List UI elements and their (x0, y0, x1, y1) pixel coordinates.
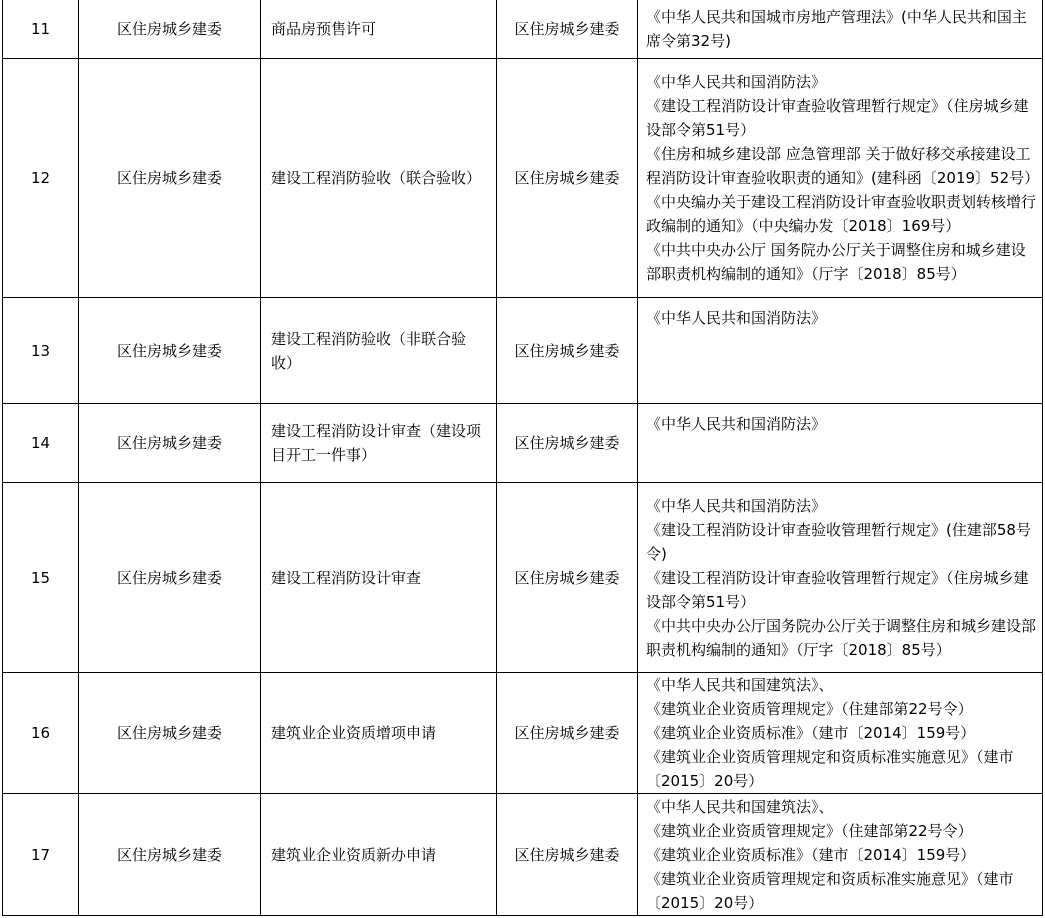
implementing-agency-cell: 区住房城乡建委 (497, 794, 638, 916)
table-row (3, 59, 1043, 298)
department-cell: 区住房城乡建委 (79, 298, 261, 404)
legal-basis-line: 《中央编办关于建设工程消防设计审查验收职责划转核增行政编制的通知》（中央编办发〔2018〕169号） (646, 193, 1037, 235)
legal-basis-line: 《中华人民共和国消防法》 (646, 309, 827, 327)
legal-basis-cell (638, 673, 1043, 794)
table-row (3, 0, 1043, 59)
table-row (3, 404, 1043, 483)
implementing-agency-cell: 区住房城乡建委 (497, 0, 638, 59)
row-number: 15 (3, 483, 79, 673)
item-name-cell: 建设工程消防设计审查 (261, 483, 497, 673)
legal-basis-line: 《建设工程消防设计审查验收管理暂行规定》(住建部58号令) (646, 520, 1031, 563)
table-row (3, 483, 1043, 673)
department-cell: 区住房城乡建委 (79, 59, 261, 298)
approval-items-table (2, 0, 1043, 916)
legal-basis-line: 《建筑业企业资质管理规定和资质标准实施意见》（建市〔2015〕20号） (646, 748, 1014, 790)
department-cell: 区住房城乡建委 (79, 404, 261, 483)
department-cell: 区住房城乡建委 (79, 0, 261, 59)
legal-basis-line: 《中华人民共和国城市房地产管理法》(中华人民共和国主席令第32号) (646, 8, 1027, 50)
row-number: 12 (3, 59, 79, 298)
item-name-cell: 建筑业企业资质新办申请 (261, 794, 497, 916)
item-name-cell: 建设工程消防设计审查（建设项目开工一件事） (261, 404, 497, 483)
row-number: 11 (3, 0, 79, 59)
table-row (3, 298, 1043, 404)
row-number: 16 (3, 673, 79, 794)
legal-basis-line: 《中共中央办公厅 国务院办公厅关于调整住房和城乡建设部职责机构编制的通知》（厅字〔2018〕85号） (646, 241, 1026, 283)
department-cell: 区住房城乡建委 (79, 673, 261, 794)
table-row (3, 794, 1043, 916)
legal-basis-cell (638, 298, 1043, 404)
implementing-agency-cell: 区住房城乡建委 (497, 298, 638, 404)
table-body (3, 0, 1043, 916)
department-cell: 区住房城乡建委 (79, 483, 261, 673)
row-number: 13 (3, 298, 79, 404)
row-number: 17 (3, 794, 79, 916)
legal-basis-line: 《中华人民共和国消防法》 (646, 73, 827, 91)
legal-basis-line: 《中共中央办公厅国务院办公厅关于调整住房和城乡建设部职责机构编制的通知》（厅字〔2018〕85号） (646, 616, 1037, 659)
legal-basis-cell (638, 59, 1043, 298)
legal-basis-cell (638, 0, 1043, 59)
legal-basis-line: 《建筑业企业资质标准》（建市〔2014〕159号） (646, 724, 976, 742)
legal-basis-line: 《住房和城乡建设部 应急管理部 关于做好移交承接建设工程消防设计审查验收职责的通知》(建科函〔2019〕52号） (646, 145, 1040, 187)
legal-basis-line: 《中华人民共和国消防法》 (646, 415, 827, 433)
legal-basis-cell (638, 794, 1043, 916)
legal-basis-cell (638, 404, 1043, 483)
item-name-cell: 商品房预售许可 (261, 0, 497, 59)
row-number: 14 (3, 404, 79, 483)
implementing-agency-cell: 区住房城乡建委 (497, 404, 638, 483)
item-name-cell: 建筑业企业资质增项申请 (261, 673, 497, 794)
legal-basis-line: 《建设工程消防设计审查验收管理暂行规定》（住房城乡建设部令第51号） (646, 568, 1029, 611)
item-name-cell: 建设工程消防验收（联合验收） (261, 59, 497, 298)
table-row (3, 673, 1043, 794)
legal-basis-line: 《中华人民共和国建筑法》、 (646, 676, 834, 694)
item-name-cell: 建设工程消防验收（非联合验收） (261, 298, 497, 404)
legal-basis-line: 《建筑业企业资质管理规定》（住建部第22号令） (646, 700, 973, 718)
implementing-agency-cell: 区住房城乡建委 (497, 673, 638, 794)
legal-basis-cell (638, 483, 1043, 673)
legal-basis-line: 《建筑业企业资质管理规定和资质标准实施意见》（建市〔2015〕20号） (646, 869, 1014, 912)
department-cell: 区住房城乡建委 (79, 794, 261, 916)
legal-basis-line: 《建筑业企业资质标准》（建市〔2014〕159号） (646, 845, 976, 864)
implementing-agency-cell: 区住房城乡建委 (497, 483, 638, 673)
legal-basis-line: 《中华人民共和国消防法》 (646, 496, 827, 515)
legal-basis-line: 《中华人民共和国建筑法》、 (646, 797, 834, 816)
legal-basis-line: 《建筑业企业资质管理规定》（住建部第22号令） (646, 821, 973, 840)
implementing-agency-cell: 区住房城乡建委 (497, 59, 638, 298)
legal-basis-line: 《建设工程消防设计审查验收管理暂行规定》（住房城乡建设部令第51号） (646, 97, 1029, 139)
